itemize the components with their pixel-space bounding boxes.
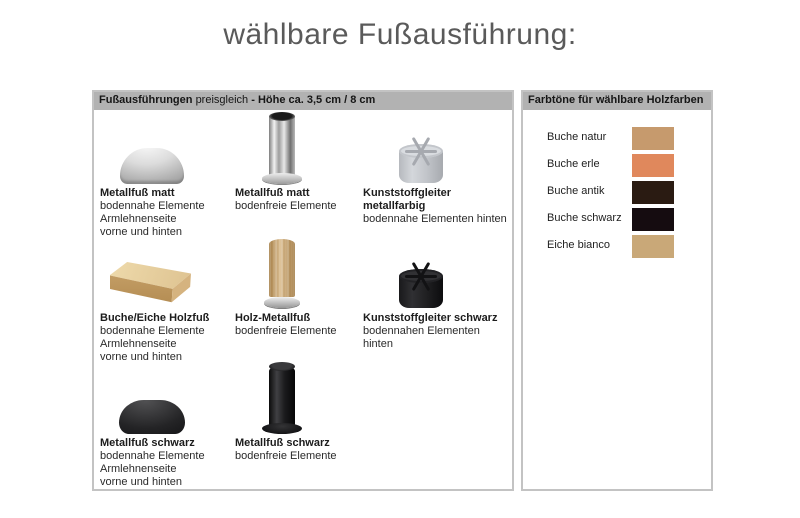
foot-item-name: Metallfuß schwarz	[100, 437, 195, 449]
plastic-glider-black-icon	[363, 237, 511, 309]
color-label: Buche antik	[547, 185, 605, 197]
foot-item	[363, 112, 511, 226]
foot-item-desc: bodennahe Elemente	[100, 200, 205, 212]
chrome-cylinder-leg-icon	[235, 112, 360, 184]
black-cylinder-leg-icon	[235, 362, 360, 434]
foot-item-desc: Armlehnenseite	[100, 338, 177, 350]
foot-item-name: Holz-Metallfuß	[235, 312, 311, 324]
foot-item-desc: bodennahe Elementen hinten	[363, 213, 507, 225]
foot-item-desc: vorne und hinten	[100, 351, 182, 363]
foot-item-name: Metallfuß matt	[100, 187, 175, 199]
color-label: Buche schwarz	[547, 212, 622, 224]
foot-item-name: Kunststoffgleiter metallfarbig	[363, 187, 451, 212]
color-swatch	[632, 154, 674, 177]
header-bold-tail: - Höhe ca. 3,5 cm / 8 cm	[251, 94, 376, 106]
metal-dome-black-icon	[100, 362, 235, 434]
color-row	[523, 154, 711, 177]
foot-item	[363, 237, 511, 351]
color-swatch	[632, 208, 674, 231]
foot-item-desc: bodenfreie Elemente	[235, 325, 337, 337]
foot-item-desc: vorne und hinten	[100, 476, 182, 488]
wood-colors-panel	[521, 90, 713, 491]
color-row	[523, 208, 711, 231]
foot-item-desc: bodennahen Elementen hinten	[363, 325, 480, 350]
foot-item	[100, 112, 235, 239]
color-label: Buche erle	[547, 158, 600, 170]
foot-options-grid	[94, 110, 512, 489]
foot-item-desc: bodenfreie Elemente	[235, 450, 337, 462]
color-swatch	[632, 235, 674, 258]
foot-item	[235, 112, 360, 213]
foot-item-desc: Armlehnenseite	[100, 463, 177, 475]
header-bold-lead: Fußausführungen	[99, 94, 193, 106]
foot-item	[100, 362, 235, 489]
page-title: wählbare Fußausführung:	[223, 18, 577, 51]
color-row	[523, 127, 711, 150]
foot-item	[235, 237, 360, 338]
foot-item-name: Buche/Eiche Holzfuß	[100, 312, 210, 324]
wood-colors-list	[523, 110, 711, 489]
color-label: Eiche bianco	[547, 239, 610, 251]
color-swatch	[632, 181, 674, 204]
color-swatch	[632, 127, 674, 150]
foot-item-name: Metallfuß matt	[235, 187, 310, 199]
plastic-glider-grey-icon	[363, 112, 511, 184]
wood-block-icon	[100, 237, 235, 309]
foot-item	[100, 237, 235, 364]
wood-colors-panel-header	[523, 92, 711, 110]
foot-item	[235, 362, 360, 463]
foot-options-panel-header	[94, 92, 512, 110]
foot-item-name: Metallfuß schwarz	[235, 437, 330, 449]
color-row	[523, 235, 711, 258]
foot-options-panel	[92, 90, 514, 491]
header-normal: preisgleich	[195, 94, 249, 106]
foot-item-desc: bodennahe Elemente	[100, 450, 205, 462]
color-row	[523, 181, 711, 204]
wood-metal-leg-icon	[235, 237, 360, 309]
foot-item-desc: bodennahe Elemente	[100, 325, 205, 337]
foot-item-desc: Armlehnenseite	[100, 213, 177, 225]
color-label: Buche natur	[547, 131, 607, 143]
metal-dome-silver-icon	[100, 112, 235, 184]
wood-colors-header-text: Farbtöne für wählbare Holzfarben	[528, 94, 704, 106]
foot-item-desc: vorne und hinten	[100, 226, 182, 238]
foot-item-desc: bodenfreie Elemente	[235, 200, 337, 212]
foot-item-name: Kunststoffgleiter schwarz	[363, 312, 498, 324]
